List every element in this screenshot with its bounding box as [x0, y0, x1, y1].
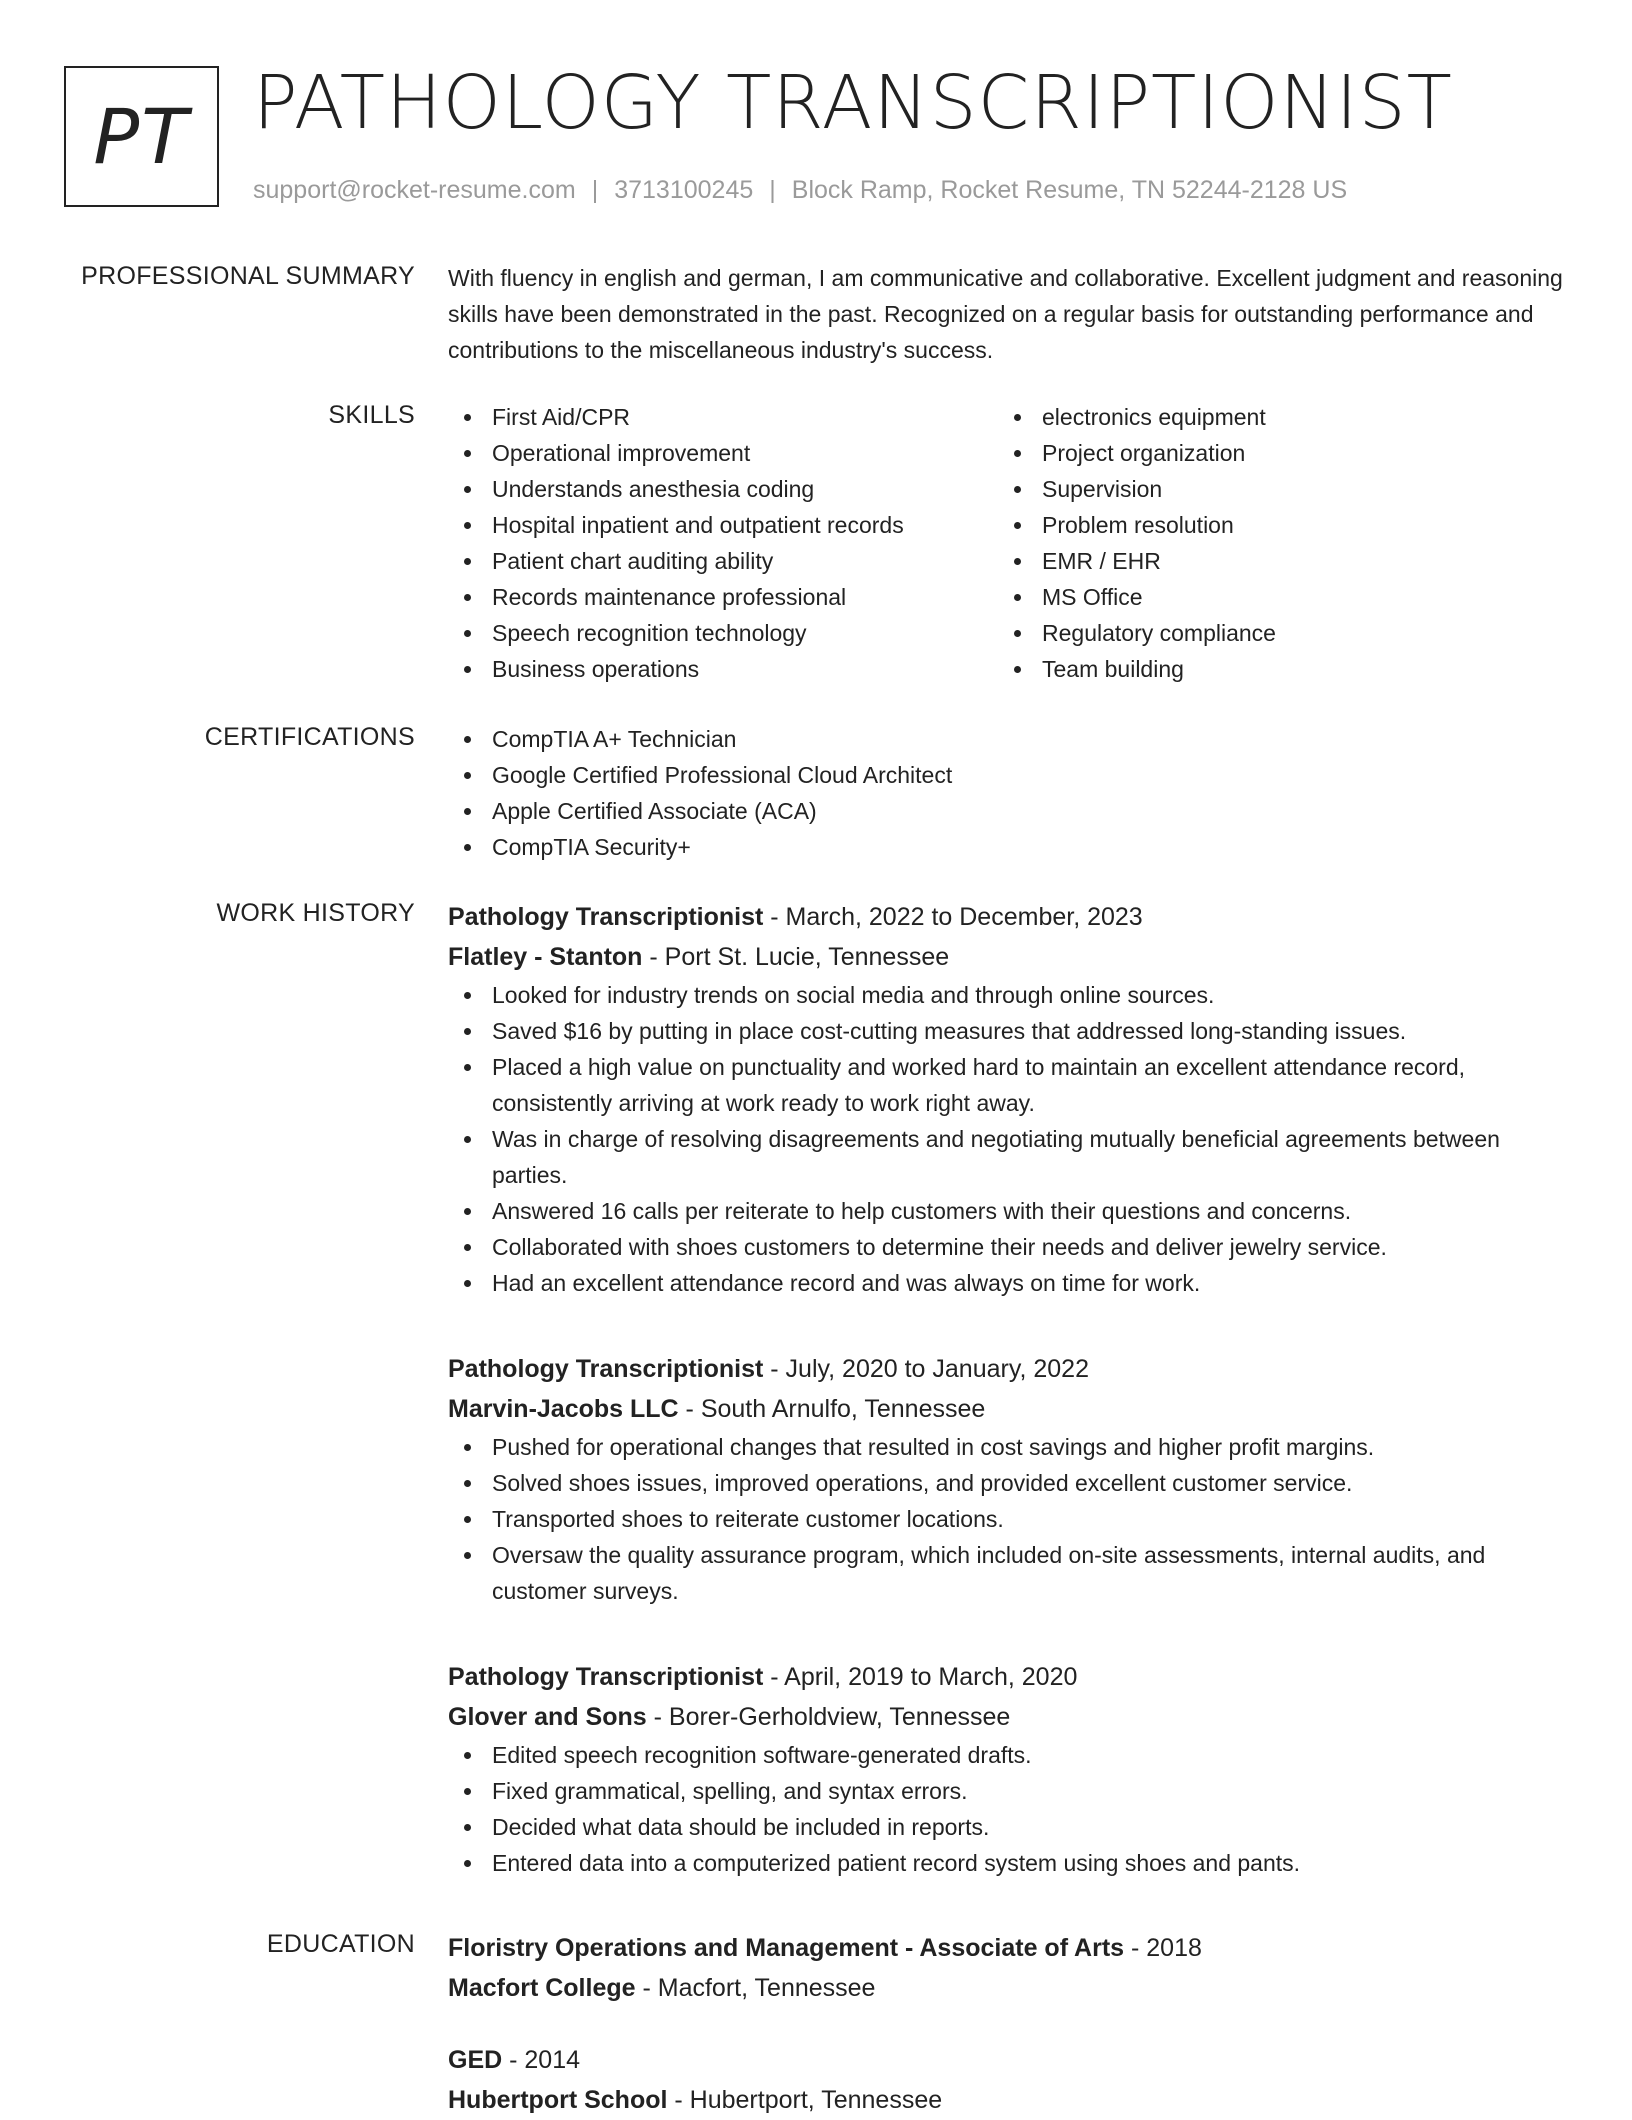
school-location: - Hubertport, Tennessee	[667, 2086, 943, 2114]
skill-item: Hospital inpatient and outpatient records	[448, 507, 904, 543]
school-line	[448, 2080, 1568, 2120]
job-company: Glover and Sons	[448, 1703, 647, 1731]
job-bullet: Collaborated with shoes customers to determine their needs and deliver jewelry service.	[448, 1229, 1568, 1265]
skill-item: electronics equipment	[998, 399, 1276, 435]
job-dates: - March, 2022 to December, 2023	[763, 903, 1143, 931]
school-name: Hubertport School	[448, 2086, 668, 2114]
contact-phone[interactable]: 3713100245	[614, 176, 754, 204]
job-bullet: Fixed grammatical, spelling, and syntax errors.	[448, 1773, 1568, 1809]
certification-item: CompTIA Security+	[448, 829, 1568, 865]
skill-item: Business operations	[448, 651, 904, 687]
job-title-line	[448, 1657, 1568, 1697]
skill-item: Team building	[998, 651, 1276, 687]
job-location: - Port St. Lucie, Tennessee	[642, 943, 950, 971]
school-name: Macfort College	[448, 1974, 636, 2002]
job-bullet: Was in charge of resolving disagreements and negotiating mutually beneficial agreements between parties.	[448, 1121, 1568, 1193]
job-title: Pathology Transcriptionist	[448, 1355, 764, 1383]
job-bullet: Had an excellent attendance record and was always on time for work.	[448, 1265, 1568, 1301]
job-company-line	[448, 937, 1568, 977]
degree: Floristry Operations and Management - Associate of Arts	[448, 1934, 1125, 1962]
skill-item: MS Office	[998, 579, 1276, 615]
job-company-line	[448, 1389, 1568, 1429]
skills-list-right	[998, 399, 1276, 687]
skill-item: Regulatory compliance	[998, 615, 1276, 651]
job-company: Flatley - Stanton	[448, 943, 643, 971]
job-bullet: Solved shoes issues, improved operations, and provided excellent customer service.	[448, 1465, 1568, 1501]
summary-text: With fluency in english and german, I am communicative and collaborative. Excellent judgment and reasoning skills have been demonstrated in the past. Recognized on a regular basis for outstanding performance and contributions to the miscellaneous industry's success.	[448, 265, 1563, 363]
education-entry	[448, 1928, 1568, 2008]
section-heading-work-history: WORK HISTORY	[216, 899, 415, 927]
job-location: - South Arnulfo, Tennessee	[678, 1395, 986, 1423]
job-dates: - July, 2020 to January, 2022	[763, 1355, 1089, 1383]
certification-item: Apple Certified Associate (ACA)	[448, 793, 1568, 829]
job-title-line	[448, 1349, 1568, 1389]
section-heading-skills: SKILLS	[328, 401, 415, 429]
job-bullet: Entered data into a computerized patient record system using shoes and pants.	[448, 1845, 1568, 1881]
job-title: Pathology Transcriptionist	[448, 903, 764, 931]
job-bullet-list	[448, 977, 1568, 1301]
job-bullet: Edited speech recognition software-generated drafts.	[448, 1737, 1568, 1773]
job-bullet: Placed a high value on punctuality and worked hard to maintain an excellent attendance record, consistently arriving at work ready to work right away.	[448, 1049, 1568, 1121]
degree-line	[448, 1928, 1568, 1968]
certifications-body	[448, 721, 1568, 865]
job-bullet: Looked for industry trends on social media and through online sources.	[448, 977, 1568, 1013]
job-company-line	[448, 1697, 1568, 1737]
contact-address: Block Ramp, Rocket Resume, TN 52244-2128 US	[791, 176, 1348, 204]
education-entry	[448, 2040, 1568, 2120]
job-bullet: Transported shoes to reiterate customer locations.	[448, 1501, 1568, 1537]
skill-item: Speech recognition technology	[448, 615, 904, 651]
certifications-list	[448, 721, 1568, 865]
job-bullet-list	[448, 1737, 1568, 1881]
section-heading-education: EDUCATION	[266, 1930, 415, 1958]
certification-item: Google Certified Professional Cloud Architect	[448, 757, 1568, 793]
school-location: - Macfort, Tennessee	[635, 1974, 876, 2002]
job-company: Marvin-Jacobs LLC	[448, 1395, 679, 1423]
degree: GED	[448, 2046, 503, 2074]
skill-item: Understands anesthesia coding	[448, 471, 904, 507]
summary-body	[448, 260, 1568, 368]
skill-item: First Aid/CPR	[448, 399, 904, 435]
skill-item: EMR / EHR	[998, 543, 1276, 579]
skill-item: Operational improvement	[448, 435, 904, 471]
job-entry	[448, 1657, 1568, 1881]
skill-item: Project organization	[998, 435, 1276, 471]
job-entry	[448, 897, 1568, 1301]
contact-separator: |	[769, 176, 776, 204]
monogram-logo: PT	[64, 66, 219, 207]
school-line	[448, 1968, 1568, 2008]
job-bullet: Answered 16 calls per reiterate to help customers with their questions and concerns.	[448, 1193, 1568, 1229]
job-entry	[448, 1349, 1568, 1609]
section-heading-summary: PROFESSIONAL SUMMARY	[81, 262, 415, 290]
skill-item: Patient chart auditing ability	[448, 543, 904, 579]
graduation-year: - 2014	[502, 2046, 581, 2074]
contact-line	[253, 174, 1347, 206]
contact-email[interactable]: support@rocket-resume.com	[253, 176, 576, 204]
job-bullet-list	[448, 1429, 1568, 1609]
job-bullet: Saved $16 by putting in place cost-cutting measures that addressed long-standing issues.	[448, 1013, 1568, 1049]
job-title-line	[448, 897, 1568, 937]
page-title: PATHOLOGY TRANSCRIPTIONIST	[253, 60, 1453, 146]
job-bullet: Oversaw the quality assurance program, which included on-site assessments, internal audits, and customer surveys.	[448, 1537, 1568, 1609]
job-title: Pathology Transcriptionist	[448, 1663, 764, 1691]
skill-item: Problem resolution	[998, 507, 1276, 543]
section-heading-certifications: CERTIFICATIONS	[204, 723, 415, 751]
certification-item: CompTIA A+ Technician	[448, 721, 1568, 757]
job-bullet: Decided what data should be included in reports.	[448, 1809, 1568, 1845]
degree-line	[448, 2040, 1568, 2080]
skills-list-left	[448, 399, 904, 687]
graduation-year: - 2018	[1124, 1934, 1202, 1962]
job-dates: - April, 2019 to March, 2020	[763, 1663, 1078, 1691]
skill-item: Supervision	[998, 471, 1276, 507]
contact-separator: |	[591, 176, 599, 204]
skill-item: Records maintenance professional	[448, 579, 904, 615]
job-location: - Borer-Gerholdview, Tennessee	[646, 1703, 1011, 1731]
job-bullet: Pushed for operational changes that resulted in cost savings and higher profit margins.	[448, 1429, 1568, 1465]
